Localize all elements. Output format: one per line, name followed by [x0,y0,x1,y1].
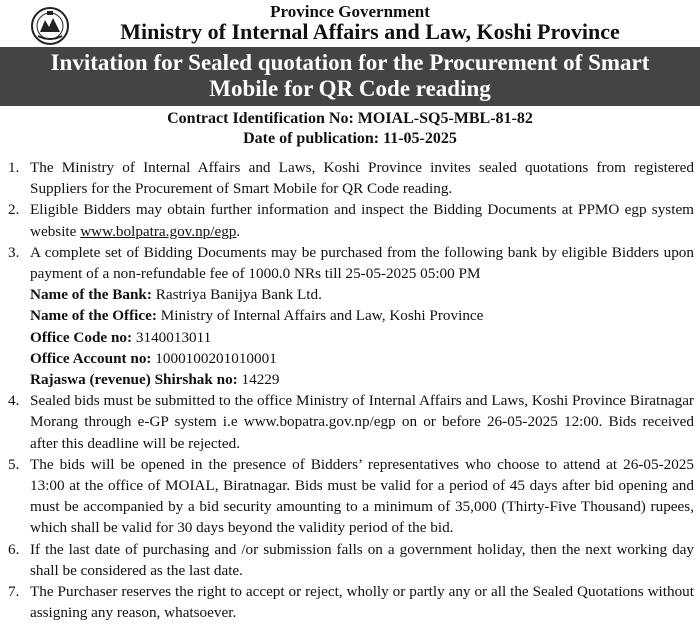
item-text: Eligible Bidders may obtain further information and inspect the Bidding Documents at PPMO egp system website [30,201,694,240]
item-number: 7. [8,583,20,601]
list-item [8,539,694,581]
item-number: 6. [8,540,20,558]
list-item [8,390,694,454]
item-number: 2. [8,201,20,219]
item-text: Sealed bids must be submitted to the office Ministry of Internal Affairs and Laws, Koshi Province Biratnagar Morang through e-GP system i.e www.bopatra.gov.np/egp on or before 26-05-2025 12:00. Bids received after this deadline will be rejected. [30,392,694,452]
item-text: The bids will be opened in the presence of Bidders’ representatives who choose to attend at 26-05-2025 13:00 at the office of MOIAL, Biratnagar. Bids must be valid for a period of 45 days after bid opening and must be accompanied by a bid security amounting to a minimum of 35,000 (Thirty-Five Thousand) rupees, which shall be valid for 30 days beyond the validity period of the bid. [30,455,694,537]
bank-name-row [30,284,694,305]
item-text: If the last date of purchasing and /or submission falls on a government holiday, then the next working day shall be considered as the last date. [30,540,694,579]
office-code-label: Office Code no: [30,328,133,346]
item-number: 1. [8,159,20,176]
office-code-row [30,327,694,348]
bank-label: Name of the Bank: [30,286,152,304]
office-account-label: Office Account no: [30,349,152,367]
office-name-row [30,305,694,326]
notice-items [8,157,694,623]
item-number: 3. [8,243,20,261]
rajaswa-row [30,369,694,390]
banner-line-2: Mobile for QR Code reading [209,76,491,101]
invitation-banner [0,47,700,106]
list-item [8,581,694,623]
ministry-title: Ministry of Internal Affairs and Law, Koshi Province [120,19,620,44]
bank-value: Rastriya Banijya Bank Ltd. [151,286,322,304]
rajaswa-value: 14229 [237,371,280,389]
notice-header [0,0,700,44]
item-text: The Purchaser reserves the right to accept or reject, wholly or partly any or all the Sealed Quotations without assigning any reason, whatsoever. [30,583,694,622]
list-item [8,454,694,539]
province-title: Province Government [270,2,430,21]
rajaswa-label: Rajaswa (revenue) Shirshak no: [30,371,238,389]
office-code-value: 3140013011 [132,328,212,346]
contract-id: Contract Identification No: MOIAL-SQ5-MBL-81-82 [167,110,533,127]
publication-date: Date of publication: 11-05-2025 [243,130,457,147]
list-item [8,199,694,241]
item-text: A complete set of Bidding Documents may be purchased from the following bank by eligible Bidders upon payment of a non-refundable fee of 1000.0 NRs till 25-05-2025 05:00 PM [30,243,694,283]
office-label: Name of the Office: [30,307,157,325]
item-text-end: . [236,222,241,240]
office-account-row [30,348,694,369]
item-number: 5. [8,455,20,473]
banner-line-1: Invitation for Sealed quotation for the Procurement of Smart [50,50,650,75]
office-value: Ministry of Internal Affairs and Law, Koshi Province [156,307,484,325]
office-account-value: 1000100201010001 [151,349,277,367]
item-text: The Ministry of Internal Affairs and Laws, Koshi Province invites sealed quotations from registered Suppliers for the Procurement of Smart Mobile for QR Code reading. [30,159,694,198]
item-number: 4. [8,392,20,410]
list-item [8,157,694,199]
bolpatra-link[interactable]: www.bolpatra.gov.np/egp [80,222,237,240]
list-item [8,242,694,390]
